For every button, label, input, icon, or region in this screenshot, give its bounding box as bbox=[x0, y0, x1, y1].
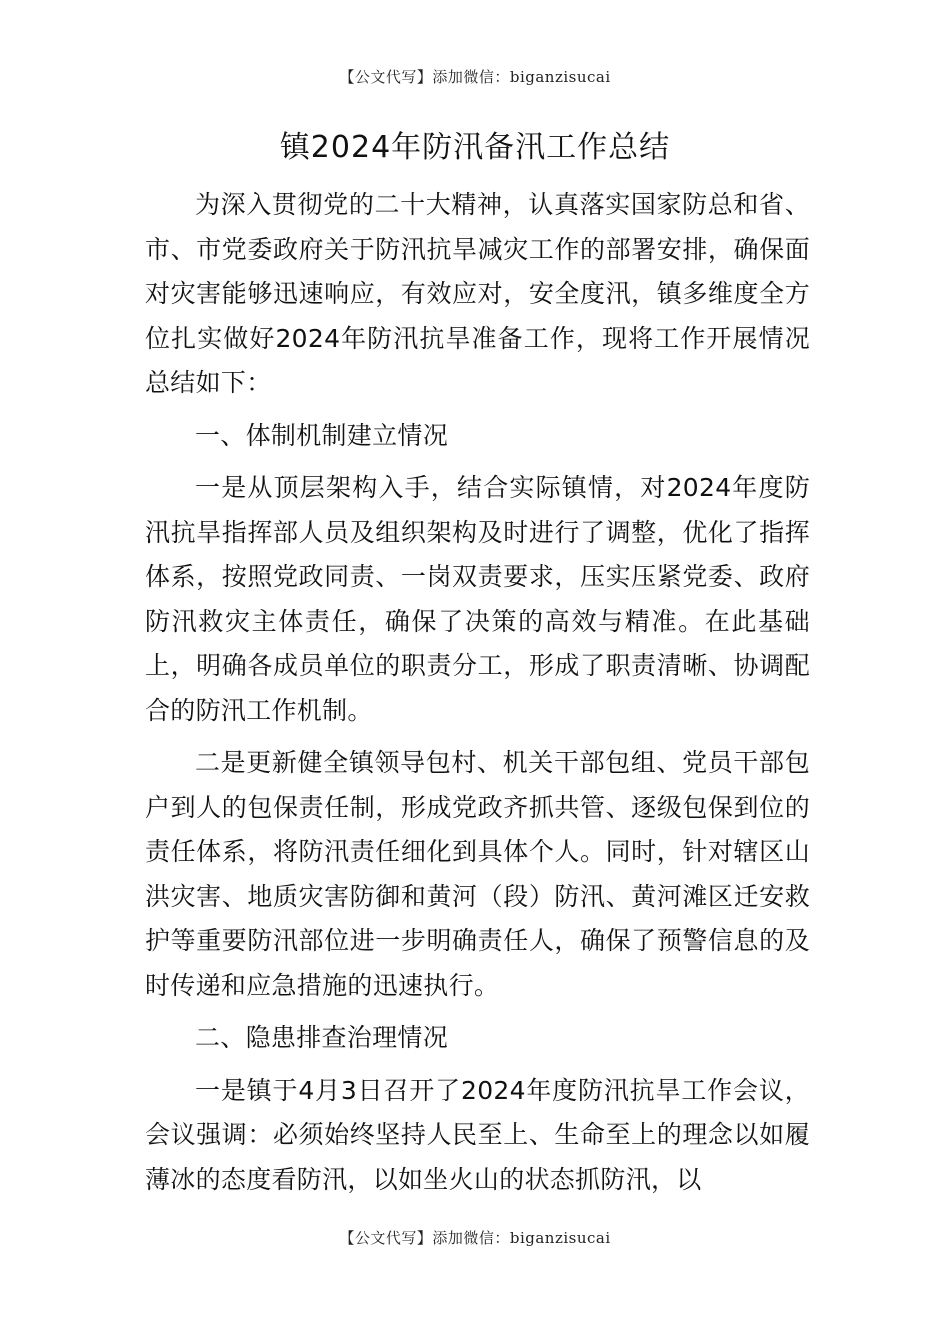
section-heading-1: 一、体制机制建立情况 bbox=[195, 420, 449, 450]
section1-paragraph-2: 二是更新健全镇领导包村、机关干部包组、党员干部包户到人的包保责任制，形成党政齐抓共管、逐级包保到位的责任体系，将防汛责任细化到具体个人。同时，针对辖区山洪灾害、地质灾害防御和黄河（段）防汛、黄河滩区迁安救护等重要防汛部位进一步明确责任人，确保了预警信息的及时传递和应急措施的迅速执行。 bbox=[145, 748, 810, 1000]
header-watermark-note: 【公文代写】添加微信：biganzisucai bbox=[339, 68, 611, 86]
intro-paragraph: 为深入贯彻党的二十大精神，认真落实国家防总和省、市、市党委政府关于防汛抗旱减灾工作的部署安排，确保面对灾害能够迅速响应，有效应对，安全度汛，镇多维度全方位扎实做好2024年防汛抗旱准备工作，现将工作开展情况总结如下： bbox=[145, 190, 810, 397]
section-heading-2: 二、隐患排查治理情况 bbox=[195, 1023, 449, 1052]
document-title: 镇2024年防汛备汛工作总结 bbox=[279, 130, 671, 165]
footer-watermark-note: 【公文代写】添加微信：biganzisucai bbox=[339, 1229, 611, 1247]
section1-paragraph-1: 一是从顶层架构入手，结合实际镇情，对2024年度防汛抗旱指挥部人员及组织架构及时进行了调整，优化了指挥体系，按照党政同责、一岗双责要求，压实压紧党委、政府防汛救灾主体责任，确保了决策的高效与精准。在此基础上，明确各成员单位的职责分工，形成了职责清晰、协调配合的防汛工作机制。 bbox=[145, 473, 810, 725]
section2-paragraph-1: 一是镇于4月3日召开了2024年度防汛抗旱工作会议，会议强调：必须始终坚持人民至上、生命至上的理念以如履薄冰的态度看防汛，以如坐火山的状态抓防汛，以 bbox=[145, 1075, 810, 1194]
document-body bbox=[145, 183, 810, 1202]
